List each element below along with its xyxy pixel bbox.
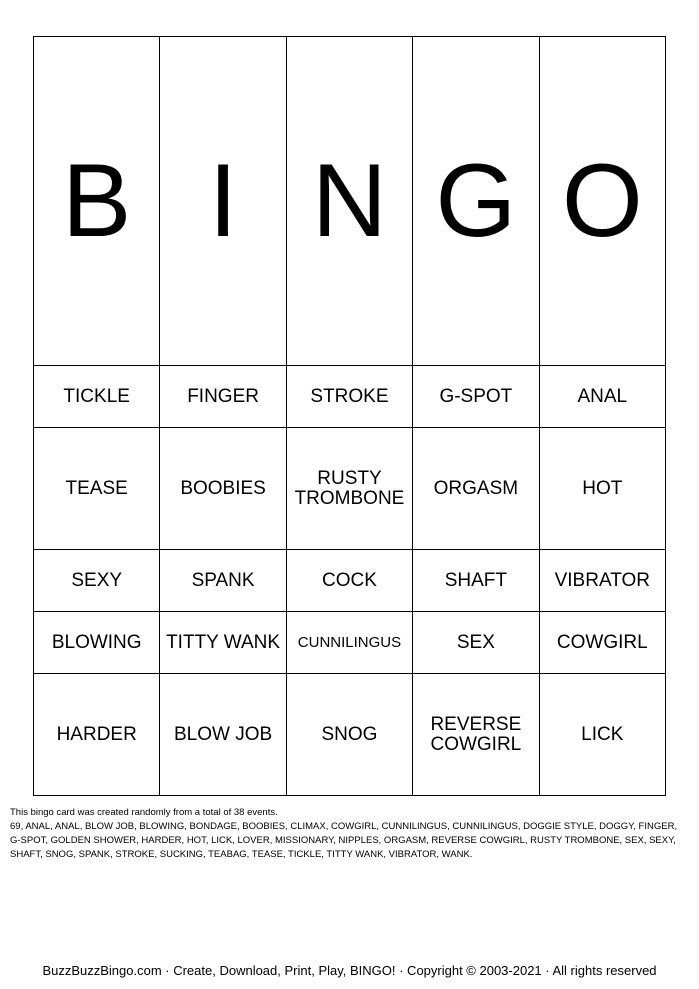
bingo-card [33, 36, 666, 796]
bingo-row [34, 549, 666, 611]
bingo-cell-text: SEXY [71, 569, 123, 591]
bingo-cell-text: COCK [322, 569, 377, 591]
bingo-row [34, 428, 666, 550]
bingo-cell [413, 674, 539, 796]
bingo-cell [413, 366, 539, 428]
bingo-cell-text: COWGIRL [556, 631, 648, 653]
bingo-row [34, 674, 666, 796]
bingo-cell-text: REVERSE COWGIRL [430, 713, 522, 755]
bingo-cell [413, 549, 539, 611]
bingo-cell-text: ORGASM [433, 477, 519, 499]
bingo-cell [160, 612, 286, 674]
bingo-cell-text: TEASE [65, 477, 128, 499]
bingo-cell-text: BOOBIES [180, 477, 266, 499]
bingo-cell [413, 428, 539, 550]
bingo-cell [160, 366, 286, 428]
bingo-cell-text: SHAFT [444, 569, 507, 591]
bingo-cell-text: BLOWING [51, 631, 142, 653]
bingo-cell-text: LICK [581, 723, 624, 745]
bingo-cell [34, 549, 160, 611]
bingo-cell [539, 366, 665, 428]
bingo-cell-text: RUSTY TROMBONE [294, 467, 405, 509]
site-footer: BuzzBuzzBingo.com · Create, Download, Print, Play, BINGO! · Copyright © 2003-2021 · All rights reserved [42, 963, 657, 978]
bingo-cell-text: TITTY WANK [166, 631, 281, 653]
header-letter-n: N [286, 37, 412, 366]
bingo-cell-text: TICKLE [63, 385, 130, 407]
bingo-cell [34, 366, 160, 428]
bingo-row [34, 612, 666, 674]
card-footnote [10, 806, 690, 862]
bingo-cell [160, 549, 286, 611]
bingo-cell-text: SEX [456, 631, 495, 653]
bingo-header-row [34, 37, 666, 366]
bingo-cell [539, 612, 665, 674]
bingo-row [34, 366, 666, 428]
bingo-cell [539, 428, 665, 550]
bingo-cell [286, 674, 412, 796]
bingo-cell [34, 428, 160, 550]
bingo-cell-text: HARDER [56, 723, 137, 745]
bingo-cell [286, 549, 412, 611]
bingo-cell [286, 428, 412, 550]
bingo-cell-text: CUNNILINGUS [297, 633, 402, 651]
header-letter-i: I [160, 37, 286, 366]
bingo-cell-text: BLOW JOB [173, 723, 273, 745]
bingo-cell [34, 674, 160, 796]
bingo-cell [160, 428, 286, 550]
bingo-cell-text: VIBRATOR [554, 569, 650, 591]
bingo-cell [286, 366, 412, 428]
bingo-cell-text: STROKE [310, 385, 389, 407]
bingo-cell-text: SPANK [191, 569, 255, 591]
bingo-cell [34, 612, 160, 674]
header-letter-g: G [413, 37, 539, 366]
bingo-cell-text: FINGER [187, 385, 259, 407]
bingo-cell-text: ANAL [577, 385, 628, 407]
bingo-cell-text: G-SPOT [439, 385, 513, 407]
bingo-cell-text: SNOG [321, 723, 378, 745]
bingo-cell [286, 612, 412, 674]
footnote-event-list: 69, ANAL, ANAL, BLOW JOB, BLOWING, BONDAGE, BOOBIES, CLIMAX, COWGIRL, CUNNILINGUS, CUNNILINGUS, DOGGIE STYLE, DOGGY, FINGER, G-SPOT, GOLDEN SHOWER, HARDER, HOT, LICK, LOVER, MISSIONARY, NIPPLES, ORGASM, REVERSE COWGIRL, RUSTY TROMBONE, SEX, SEXY, SHAFT, SNOG, SPANK, STROKE, SUCKING, TEABAG, TEASE, TICKLE, TITTY WANK, VIBRATOR, WANK. [10, 821, 678, 860]
bingo-cell [413, 612, 539, 674]
footnote-summary: This bingo card was created randomly from a total of 38 events. [10, 807, 278, 818]
header-letter-b: B [34, 37, 160, 366]
bingo-cell [539, 674, 665, 796]
bingo-cell [160, 674, 286, 796]
bingo-cell [539, 549, 665, 611]
bingo-cell-text: HOT [582, 477, 623, 499]
header-letter-o: O [539, 37, 665, 366]
